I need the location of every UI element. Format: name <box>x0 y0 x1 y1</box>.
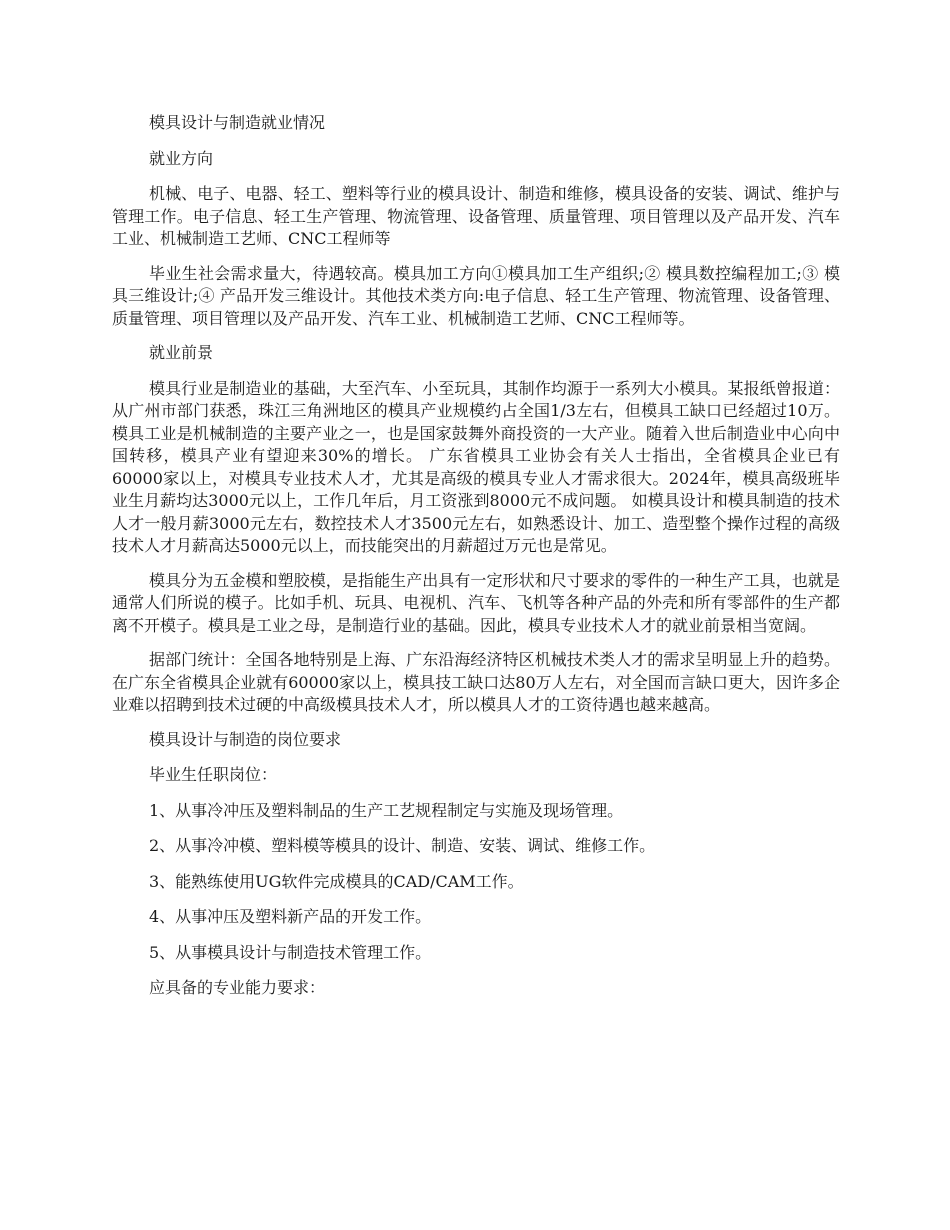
paragraph-graduate-demand: 毕业生社会需求量大，待遇较高。模具加工方向①模具加工生产组织;② 模具数控编程加工;③ 模具三维设计;④ 产品开发三维设计。其他技术类方向:电子信息、轻工生产管理、物流管理、设备管理、质量管理、项目管理以及产品开发、汽车工业、机械制造工艺师、CNC工程师等。 <box>112 263 840 328</box>
section-heading-employment-prospects: 就业前景 <box>149 343 214 362</box>
paragraph-mold-types: 模具分为五金模和塑胶模，是指能生产出具有一定形状和尺寸要求的零件的一种生产工具，也就是通常人们所说的模子。比如手机、玩具、电视机、汽车、飞机等各种产品的外壳和所有零部件的生产都离不开模子。模具是工业之母，是制造行业的基础。因此，模具专业技术人才的就业前景相当宽阔。 <box>112 570 840 635</box>
document-page <box>112 112 840 1013</box>
paragraph-employment-fields: 机械、电子、电器、轻工、塑料等行业的模具设计、制造和维修，模具设备的安装、调试、维护与管理工作。电子信息、轻工生产管理、物流管理、设备管理、质量管理、项目管理以及产品开发、汽车工业、机械制造工艺师、CNC工程师等 <box>112 184 840 248</box>
list-item: 3、能熟练使用UG软件完成模具的CAD/CAM工作。 <box>149 871 524 891</box>
section-heading-employment-direction: 就业方向 <box>149 148 214 168</box>
list-item: 1、从事冷冲压及塑料制品的生产工艺规程制定与实施及现场管理。 <box>149 800 624 820</box>
list-item: 2、从事冷冲模、塑料模等模具的设计、制造、安装、调试、维修工作。 <box>149 836 656 855</box>
subheading-skill-requirements: 应具备的专业能力要求： <box>149 978 326 997</box>
section-heading-job-requirements: 模具设计与制造的岗位要求 <box>149 729 342 749</box>
document-title: 模具设计与制造就业情况 <box>149 113 326 132</box>
list-item: 4、从事冲压及塑料新产品的开发工作。 <box>149 907 432 926</box>
paragraph-industry-outlook: 模具行业是制造业的基础，大至汽车、小至玩具，其制作均源于一系列大小模具。某报纸曾报道：从广州市部门获悉，珠江三角洲地区的模具产业规模约占全国1/3左右，但模具工缺口已经超过10万。模具工业是机械制造的主要产业之一，也是国家鼓舞外商投资的一大产业。随着入世后制造业中心向中国转移，模具产业有望迎来30%的增长。 广东省模具工业协会有关人士指出，全省模具企业已有60000家以上，对模具专业技术人才，尤其是高级的模具专业人才需求很大。2024年，模具高级班毕业生月薪均达3000元以上，工作几年后，月工资涨到8000元不成问题。 如模具设计和模具制造的技术人才一般月薪3000元左右，数控技术人才3500元左右，如熟悉设计、加工、造型整个操作过程的高级技术人才月薪高达5000元以上，而技能突出的月薪超过万元也是常见。 <box>112 378 840 555</box>
subheading-positions: 毕业生任职岗位： <box>149 765 278 784</box>
list-item: 5、从事模具设计与制造技术管理工作。 <box>149 942 432 962</box>
paragraph-statistics: 据部门统计：全国各地特别是上海、广东沿海经济特区机械技术类人才的需求呈明显上升的趋势。在广东全省模具企业就有60000家以上，模具技工缺口达80万人左右，对全国而言缺口更大，因许多企业难以招聘到技术过硬的中高级模具技术人才，所以模具人才的工资待遇也越来越高。 <box>112 650 840 714</box>
